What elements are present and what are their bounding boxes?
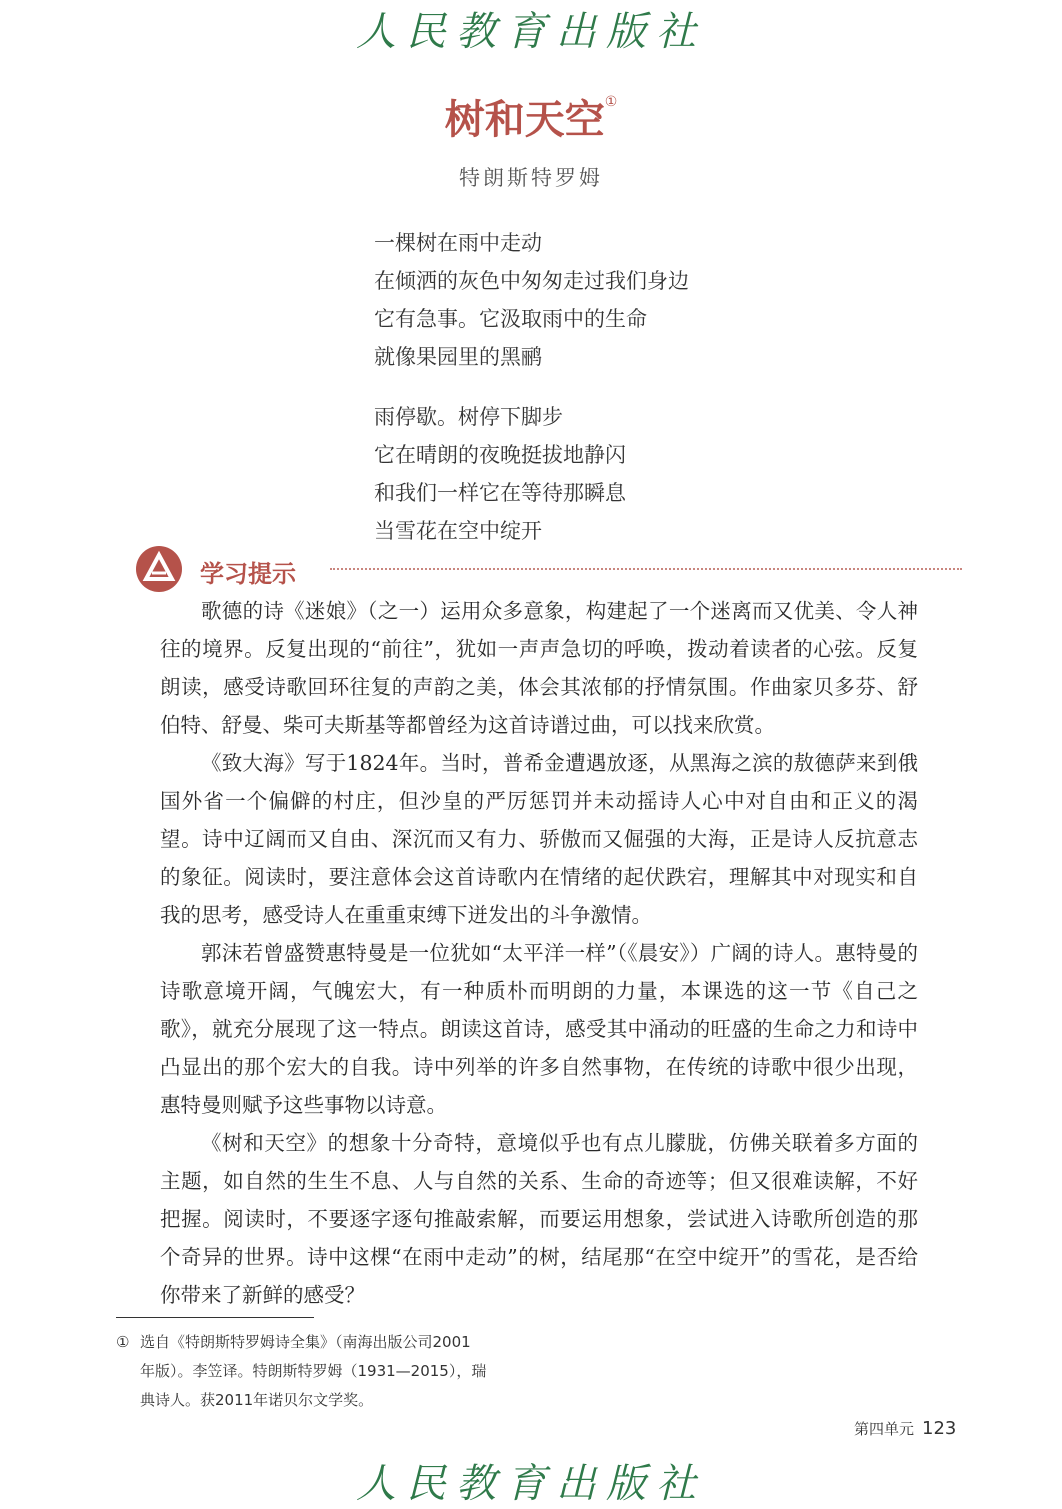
poem-line: 和我们一样它在等待那瞬息: [374, 481, 626, 505]
study-tips-label: 学习提示: [200, 560, 296, 588]
footnote-reference[interactable]: ①: [604, 94, 618, 110]
stanza-break: [374, 376, 689, 398]
tips-paragraph: 《致大海》写于1824年。当时，普希金遭遇放逐，从黑海之滨的敖德萨来到俄国外省一个偏僻的村庄，但沙皇的严厉惩罚并未动摇诗人心中对自由和正义的渴望。诗中辽阔而又自由、深沉而又有力、骄傲而又倔强的大海，正是诗人反抗意志的象征。阅读时，要注意体会这首诗歌内在情绪的起伏跌宕，理解其中对现实和自我的思考，感受诗人在重重束缚下迸发出的斗争激情。: [160, 751, 918, 927]
footnote-line: [116, 1328, 508, 1357]
publisher-watermark-bottom: 人民教育出版社: [356, 1461, 706, 1507]
publisher-watermark-top: 人民教育出版社: [356, 9, 706, 55]
footnote-line: 年版）。李笠译。特朗斯特罗姆（1931—2015），瑞: [140, 1362, 487, 1380]
poem-author: 特朗斯特罗姆: [459, 166, 603, 190]
poem-line: 当雪花在空中绽开: [374, 519, 542, 543]
tips-paragraph: 歌德的诗《迷娘》（之一）运用众多意象，构建起了一个迷离而又优美、令人神往的境界。反复出现的“前往”，犹如一声声急切的呼唤，拨动着读者的心弦。反复朗读，感受诗歌回环往复的声韵之美，体会其浓郁的抒情氛围。作曲家贝多芬、舒伯特、舒曼、柴可夫斯基等都曾经为这首诗谱过曲，可以找来欣赏。: [160, 599, 918, 737]
poem-line: 在倾洒的灰色中匆匆走过我们身边: [374, 269, 689, 293]
poem-line: 一棵树在雨中走动: [374, 231, 542, 255]
poem-line: 就像果园里的黑鹂: [374, 345, 542, 369]
triangle-logo-icon: [136, 546, 182, 592]
poem-title-text: 树和天空: [444, 97, 605, 143]
footnote-text: 选自《特朗斯特罗姆诗全集》（南海出版公司2001: [140, 1333, 471, 1351]
poem-body: [374, 224, 689, 550]
tips-paragraph: 《树和天空》的想象十分奇特，意境似乎也有点儿朦胧，仿佛关联着多方面的主题，如自然的生生不息、人与自然的关系、生命的奇迹等；但又很难读解，不好把握。阅读时，不要逐字逐句推敲索解，而要运用想象，尝试进入诗歌所创造的那个奇异的世界。诗中这棵“在雨中走动”的树，结尾那“在空中绽开”的雪花，是否给你带来了新鲜的感受？: [160, 1131, 918, 1307]
poem-title: [0, 88, 1062, 145]
footnote-rule: [116, 1317, 314, 1318]
dotted-divider: [330, 568, 962, 570]
poem-line: 它在晴朗的夜晚挺拔地静闪: [374, 443, 626, 467]
footnote-mark: ①: [116, 1333, 130, 1351]
page-footer: [854, 1418, 956, 1439]
footnote: [116, 1328, 508, 1415]
study-tips-header: [136, 546, 966, 596]
tips-paragraph: 郭沫若曾盛赞惠特曼是一位犹如“太平洋一样”（《晨安》）广阔的诗人。惠特曼的诗歌意境开阔，气魄宏大，有一种质朴而明朗的力量，本课选的这一节《自己之歌》，就充分展现了这一特点。朗读这首诗，感受其中涌动的旺盛的生命之力和诗中凸显出的那个宏大的自我。诗中列举的许多自然事物，在传统的诗歌中很少出现，惠特曼则赋予这些事物以诗意。: [160, 941, 918, 1117]
poem-line: 雨停歇。树停下脚步: [374, 405, 563, 429]
poem-line: 它有急事。它汲取雨中的生命: [374, 307, 647, 331]
page-number: 123: [922, 1418, 957, 1439]
footnote-line: 典诗人。获2011年诺贝尔文学奖。: [140, 1391, 374, 1409]
unit-label: 第四单元: [854, 1420, 915, 1438]
study-tips-body: [160, 592, 918, 1314]
